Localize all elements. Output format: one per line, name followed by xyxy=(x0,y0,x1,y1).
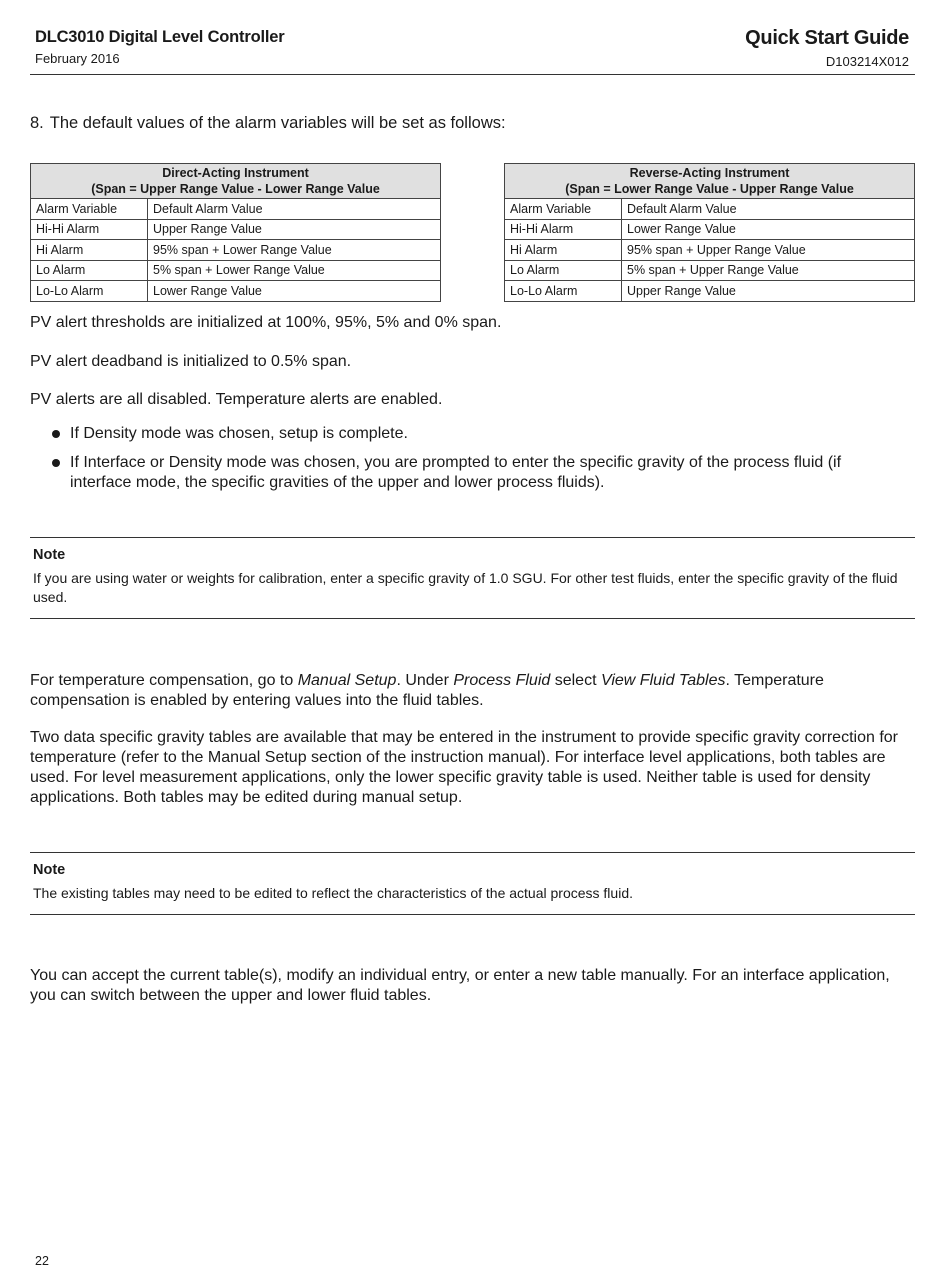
text-segment: . Under xyxy=(396,672,454,689)
table-title xyxy=(505,164,915,199)
table-row xyxy=(505,281,915,302)
list-item-text: If Density mode was chosen, setup is complete. xyxy=(70,425,408,442)
pv-alerts-text: PV alerts are all disabled. Temperature alerts are enabled. xyxy=(30,391,443,408)
note-title: Note xyxy=(33,862,66,878)
table-title-line1: Direct-Acting Instrument xyxy=(162,166,309,180)
header-right xyxy=(745,27,909,69)
note-title: Note xyxy=(33,547,66,563)
bullet-icon xyxy=(52,459,60,467)
alarm-value-cell: 95% span + Lower Range Value xyxy=(148,240,441,261)
fluid-tables-note xyxy=(30,852,915,915)
alarm-value-cell: 95% span + Upper Range Value xyxy=(622,240,915,261)
alarm-value-cell: 5% span + Lower Range Value xyxy=(148,260,441,281)
table-title-line2: (Span = Upper Range Value - Lower Range Value xyxy=(91,182,380,196)
alarm-value-cell: 5% span + Upper Range Value xyxy=(622,260,915,281)
calibration-note xyxy=(30,537,915,619)
alarm-variable-cell: Lo Alarm xyxy=(505,260,622,281)
table-row xyxy=(31,240,441,261)
step-8 xyxy=(30,114,506,133)
menu-reference: Process Fluid xyxy=(453,672,551,689)
specific-gravity-tables-text: Two data specific gravity tables are available that may be entered in the instrument to provide specific gravity correction for temperature (refer to the Manual Setup section of the instruction manual). For interface level applications, both tables are used. For level measurement applications, only the lower specific gravity table is used. Neither table is used for density applications. Both tables may be edited during manual setup. xyxy=(30,729,898,806)
column-header: Default Alarm Value xyxy=(148,199,441,220)
table-row xyxy=(31,219,441,240)
direct-acting-table xyxy=(30,163,441,302)
note-text: The existing tables may need to be edited to reflect the characteristics of the actual process fluid. xyxy=(33,885,633,901)
table-row xyxy=(31,260,441,281)
list-item xyxy=(30,453,900,493)
alarm-value-cell: Lower Range Value xyxy=(622,219,915,240)
table-row xyxy=(505,240,915,261)
table-header-row xyxy=(31,199,441,220)
document-title: DLC3010 Digital Level Controller xyxy=(35,28,285,46)
menu-reference: Manual Setup xyxy=(297,672,397,689)
accept-tables-text: You can accept the current table(s), modify an individual entry, or enter a new table manually. For an interface application, you can switch between the upper and lower fluid tables. xyxy=(30,967,890,1004)
note-text: If you are using water or weights for calibration, enter a specific gravity of 1.0 SGU. For other test fluids, enter the specific gravity of the fluid used. xyxy=(33,570,898,605)
alarm-variable-cell: Lo-Lo Alarm xyxy=(505,281,622,302)
alarm-variable-cell: Hi Alarm xyxy=(505,240,622,261)
page-number: 22 xyxy=(35,1254,49,1268)
column-header: Alarm Variable xyxy=(31,199,148,220)
alarm-value-cell: Upper Range Value xyxy=(622,281,915,302)
table-row xyxy=(505,219,915,240)
alarm-variable-cell: Lo Alarm xyxy=(31,260,148,281)
header-left xyxy=(35,28,284,66)
alarm-variable-cell: Lo-Lo Alarm xyxy=(31,281,148,302)
list-item xyxy=(30,424,900,444)
table-title-line2: (Span = Lower Range Value - Upper Range Value xyxy=(565,182,854,196)
alarm-variable-cell: Hi-Hi Alarm xyxy=(505,219,622,240)
bullet-icon xyxy=(52,430,60,438)
alarm-value-cell: Lower Range Value xyxy=(148,281,441,302)
guide-title: Quick Start Guide xyxy=(745,27,909,49)
step-text: The default values of the alarm variables will be set as follows: xyxy=(49,114,506,132)
table-row xyxy=(505,260,915,281)
pv-deadband-text: PV alert deadband is initialized to 0.5% span. xyxy=(30,353,352,370)
text-segment: . Temperature compensation is enabled by entering values into the fluid tables. xyxy=(30,672,824,709)
table-row xyxy=(31,281,441,302)
header-divider xyxy=(30,74,915,75)
step-number: 8. xyxy=(30,114,44,132)
list-item-text: If Interface or Density mode was chosen, you are prompted to enter the specific gravity of the process fluid (if interface mode, the specific gravities of the upper and lower process fluids). xyxy=(70,454,842,491)
pv-thresholds-text: PV alert thresholds are initialized at 100%, 95%, 5% and 0% span. xyxy=(30,314,502,331)
alarm-variable-cell: Hi-Hi Alarm xyxy=(31,219,148,240)
mode-bullet-list xyxy=(30,424,900,502)
text-segment: select xyxy=(550,672,601,689)
reverse-acting-table xyxy=(504,163,915,302)
document-number: D103214X012 xyxy=(825,54,909,69)
column-header: Alarm Variable xyxy=(505,199,622,220)
table-title-line1: Reverse-Acting Instrument xyxy=(629,166,790,180)
table-header-row xyxy=(505,199,915,220)
table-title xyxy=(31,164,441,199)
text-segment: For temperature compensation, go to xyxy=(30,672,298,689)
document-date: February 2016 xyxy=(35,51,120,66)
menu-reference: View Fluid Tables xyxy=(600,672,726,689)
temperature-compensation-text xyxy=(30,671,915,711)
alarm-value-cell: Upper Range Value xyxy=(148,219,441,240)
column-header: Default Alarm Value xyxy=(622,199,915,220)
alarm-variable-cell: Hi Alarm xyxy=(31,240,148,261)
